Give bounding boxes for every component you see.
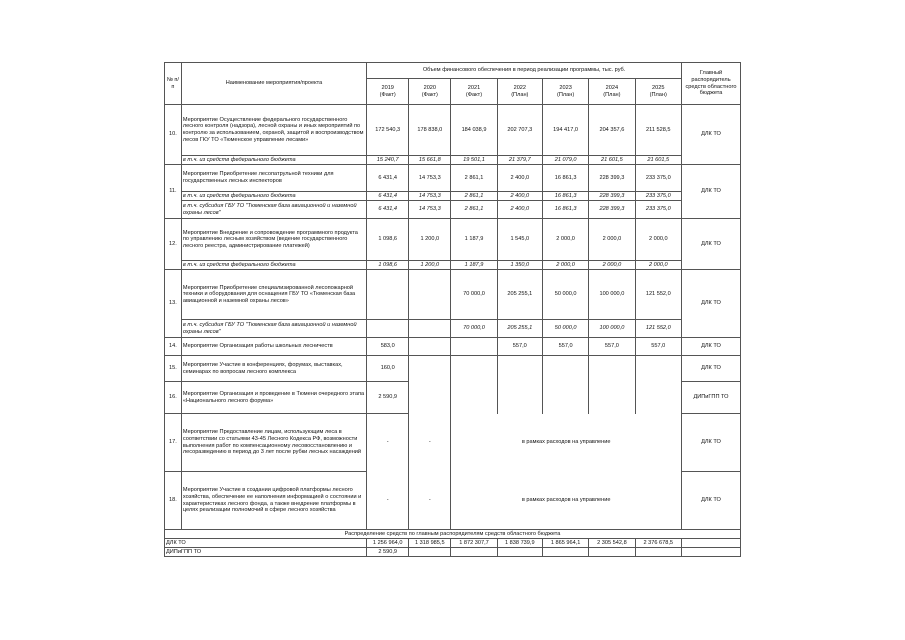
cell-value: 172 540,3: [367, 105, 409, 156]
table-row: [165, 105, 741, 156]
cell-value: 1 187,9: [451, 261, 497, 270]
row-num: 14.: [165, 338, 182, 356]
cell-value: [635, 356, 681, 382]
cell-value: 121 552,0: [635, 270, 681, 320]
cell-value: 16 861,3: [542, 192, 588, 201]
distribution-label: ДЛК ТО: [165, 539, 367, 548]
cell-value: 178 838,0: [409, 105, 451, 156]
cell-value: 14 753,3: [409, 192, 451, 201]
cell-value: 2 400,0: [497, 165, 542, 192]
row-name: Мероприятие Предоставление лицам, использующим леса в соответствии со статьями 43-45 Лесного Кодекса РФ, возможности выполнения работ по компенсационному лесовосстановлению и лесоразведению в период до 3 лет после рубки лесных насаждений: [181, 414, 366, 472]
cell-value: [451, 338, 497, 356]
cell-value: 2 000,0: [542, 219, 588, 261]
cell-value: [409, 338, 451, 356]
cell-value: [635, 382, 681, 414]
cell-span-note: в рамках расходов на управление: [451, 414, 682, 472]
cell-span-note: в рамках расходов на управление: [451, 472, 682, 530]
table-row: [165, 201, 741, 219]
cell-value: 21 601,5: [635, 156, 681, 165]
cell-value: [542, 548, 588, 557]
cell-value: 2 861,1: [451, 165, 497, 192]
row-num: 13.: [165, 270, 182, 338]
row-num: 10.: [165, 105, 182, 165]
row-num: 15.: [165, 356, 182, 382]
cell-value: 1 098,6: [367, 219, 409, 261]
cell-value: 557,0: [542, 338, 588, 356]
cell-value: 15 661,8: [409, 156, 451, 165]
cell-value: 2 000,0: [589, 219, 635, 261]
row-manager: ДЛК ТО: [681, 165, 740, 219]
table-row: [165, 548, 741, 557]
row-subname: в т.ч. субсидия ГБУ ТО "Тюменская база авиационной и наземной охраны лесов": [181, 320, 366, 338]
empty-cell: [681, 539, 740, 548]
cell-value: 1 872 307,7: [451, 539, 497, 548]
cell-value: [451, 548, 497, 557]
cell-value: 1 545,0: [497, 219, 542, 261]
cell-value: 2 000,0: [589, 261, 635, 270]
cell-value: 184 038,9: [451, 105, 497, 156]
cell-value: [409, 548, 451, 557]
cell-value: 1 200,0: [409, 261, 451, 270]
cell-value: 21 079,0: [542, 156, 588, 165]
cell-value: 21 379,7: [497, 156, 542, 165]
header-num: № п/п: [165, 63, 182, 105]
row-subname: в т.ч. субсидия ГБУ ТО "Тюменская база авиационной и наземной охраны лесов": [181, 201, 366, 219]
cell-value: 70 000,0: [451, 270, 497, 320]
row-name: Мероприятие Участие в конференциях, форумах, выставках, семинарах по вопросам лесного комплекса: [181, 356, 366, 382]
cell-value: [409, 320, 451, 338]
header-finance: Объем финансового обеспечения в период реализации программы, тыс. руб.: [367, 63, 682, 79]
cell-value: 70 000,0: [451, 320, 497, 338]
cell-value: 228 399,3: [589, 201, 635, 219]
distribution-title: Распределение средств по главным распорядителям средств областного бюджета: [165, 530, 741, 539]
cell-value: [409, 382, 451, 414]
cell-value: 233 375,0: [635, 192, 681, 201]
row-manager: ДЛК ТО: [681, 414, 740, 472]
cell-value: 2 590,9: [367, 548, 409, 557]
cell-value: 16 861,3: [542, 201, 588, 219]
cell-value: 2 861,1: [451, 201, 497, 219]
cell-value: 6 431,4: [367, 165, 409, 192]
cell-value: [542, 356, 588, 382]
cell-value: [409, 356, 451, 382]
cell-value: 6 431,4: [367, 201, 409, 219]
header-name: Наименование мероприятия/проекта: [181, 63, 366, 105]
row-num: 18.: [165, 472, 182, 530]
cell-value: 1 350,0: [497, 261, 542, 270]
cell-value: [451, 382, 497, 414]
cell-value: 1 838 739,9: [497, 539, 542, 548]
cell-value: 121 552,0: [635, 320, 681, 338]
empty-cell: [681, 548, 740, 557]
cell-value: 1 256 964,0: [367, 539, 409, 548]
row-name: Мероприятие Участие в создании цифровой платформы лесного хозяйства, обеспечение ее наполнения информацией о состоянии и характеристиках лесного фонда, а также внедрение платформы в целях реализации полномочий в сфере лесного хозяйства: [181, 472, 366, 530]
cell-value: 21 601,5: [589, 156, 635, 165]
cell-value: 1 865 964,1: [542, 539, 588, 548]
cell-value: 16 861,3: [542, 165, 588, 192]
cell-value: 6 431,4: [367, 192, 409, 201]
distribution-label: ДИПиГПП ТО: [165, 548, 367, 557]
cell-value: [589, 548, 635, 557]
cell-value: 205 255,1: [497, 320, 542, 338]
row-manager: ДЛК ТО: [681, 219, 740, 270]
cell-value: 233 375,0: [635, 165, 681, 192]
cell-value: 204 357,6: [589, 105, 635, 156]
cell-value: 557,0: [635, 338, 681, 356]
cell-value: 2 000,0: [542, 261, 588, 270]
table-row: [165, 320, 741, 338]
row-manager: ДЛК ТО: [681, 472, 740, 530]
cell-value: [497, 382, 542, 414]
row-name: Мероприятие Внедрение и сопровождение программного продукта по управлению лесным хозяйством (ведение государственного лесного реестра, администрирование платежей): [181, 219, 366, 261]
cell-value: 1 098,6: [367, 261, 409, 270]
cell-value: [367, 320, 409, 338]
cell-value: 202 707,3: [497, 105, 542, 156]
header-manager: Главный распорядитель средств областного бюджета: [681, 63, 740, 105]
cell-value: 2 000,0: [635, 219, 681, 261]
cell-value: 1 200,0: [409, 219, 451, 261]
cell-value: [589, 356, 635, 382]
table-row: [165, 356, 741, 382]
header-year-2019: 2019 (Факт): [367, 79, 409, 105]
cell-value: 19 501,1: [451, 156, 497, 165]
cell-value: 583,0: [367, 338, 409, 356]
cell-value: 1 318 985,5: [409, 539, 451, 548]
cell-value: 50 000,0: [542, 320, 588, 338]
row-subname: в т.ч. из средств федерального бюджета: [181, 192, 366, 201]
cell-value: -: [367, 414, 409, 472]
cell-value: 14 753,3: [409, 201, 451, 219]
cell-value: 100 000,0: [589, 270, 635, 320]
cell-value: 205 255,1: [497, 270, 542, 320]
table-row: [165, 539, 741, 548]
cell-value: 233 375,0: [635, 201, 681, 219]
row-num: 11.: [165, 165, 182, 219]
row-name: Мероприятие Приобретение специализированной лесопожарной техники и оборудования для оснащения ГБУ ТО «Тюменская база авиационной и наземной охраны лесов»: [181, 270, 366, 320]
cell-value: 228 399,3: [589, 165, 635, 192]
cell-value: 160,0: [367, 356, 409, 382]
table-row: [165, 219, 741, 261]
cell-value: [497, 356, 542, 382]
row-num: 17.: [165, 414, 182, 472]
row-num: 16.: [165, 382, 182, 414]
cell-value: -: [409, 414, 451, 472]
cell-value: 14 753,3: [409, 165, 451, 192]
table-row: [165, 472, 741, 530]
header-year-2020: 2020 (Факт): [409, 79, 451, 105]
table-row: [165, 192, 741, 201]
cell-value: 2 590,9: [367, 382, 409, 414]
table-row: [165, 530, 741, 539]
cell-value: 557,0: [497, 338, 542, 356]
header-year-2022: 2022 (План): [497, 79, 542, 105]
row-num: 12.: [165, 219, 182, 270]
header-year-2025: 2025 (План): [635, 79, 681, 105]
cell-value: 50 000,0: [542, 270, 588, 320]
table-row: [165, 382, 741, 414]
row-name: Мероприятие Организация работы школьных лесничеств: [181, 338, 366, 356]
cell-value: [635, 548, 681, 557]
row-manager: ДЛК ТО: [681, 356, 740, 382]
cell-value: 194 417,0: [542, 105, 588, 156]
cell-value: 2 376 678,5: [635, 539, 681, 548]
row-subname: в т.ч. из средств федерального бюджета: [181, 261, 366, 270]
cell-value: [497, 548, 542, 557]
row-name: Мероприятие Приобретение лесопатрульной техники для государственных лесных инспекторов: [181, 165, 366, 192]
cell-value: [451, 356, 497, 382]
row-manager: ДЛК ТО: [681, 105, 740, 165]
cell-value: [367, 270, 409, 320]
cell-value: 100 000,0: [589, 320, 635, 338]
row-manager: ДЛК ТО: [681, 270, 740, 338]
table-row: [165, 270, 741, 320]
finance-table: [164, 62, 741, 557]
cell-value: 1 187,9: [451, 219, 497, 261]
cell-value: -: [367, 472, 409, 530]
row-manager: ДЛК ТО: [681, 338, 740, 356]
cell-value: 15 240,7: [367, 156, 409, 165]
header-year-2021: 2021 (Факт): [451, 79, 497, 105]
table-row: [165, 261, 741, 270]
cell-value: 228 399,3: [589, 192, 635, 201]
table-row: [165, 414, 741, 472]
cell-value: 2 400,0: [497, 192, 542, 201]
cell-value: -: [409, 472, 451, 530]
cell-value: 557,0: [589, 338, 635, 356]
table-row: [165, 156, 741, 165]
cell-value: 211 528,5: [635, 105, 681, 156]
row-manager: ДИПиГПП ТО: [681, 382, 740, 414]
cell-value: 2 000,0: [635, 261, 681, 270]
row-name: Мероприятие Организация и проведение в Тюмени очередного этапа «Национального лесного форума»: [181, 382, 366, 414]
cell-value: 2 400,0: [497, 201, 542, 219]
cell-value: [542, 382, 588, 414]
cell-value: 2 861,1: [451, 192, 497, 201]
table-row: [165, 165, 741, 192]
cell-value: [409, 270, 451, 320]
row-name: Мероприятие Осуществление федерального государственного лесного контроля (надзора), лесной охраны и иных мероприятий по контролю за использованием, охраной, защитой и воспроизводством лесов ГКУ ТО «Тюменское управление лесами»: [181, 105, 366, 156]
row-subname: в т.ч. из средств федерального бюджета: [181, 156, 366, 165]
header-year-2023: 2023 (План): [542, 79, 588, 105]
cell-value: 2 305 542,8: [589, 539, 635, 548]
header-year-2024: 2024 (План): [589, 79, 635, 105]
cell-value: [589, 382, 635, 414]
table-row: [165, 338, 741, 356]
